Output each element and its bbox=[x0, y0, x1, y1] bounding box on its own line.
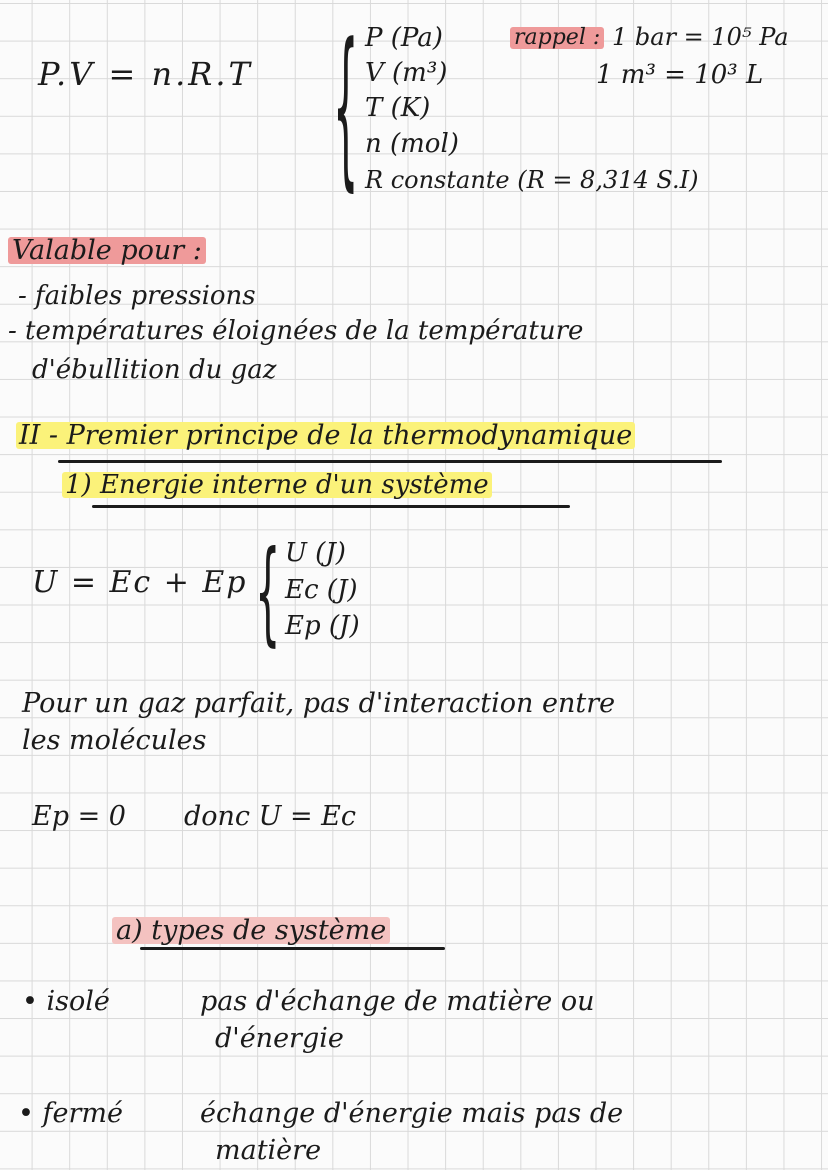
var-moles: n (mol) bbox=[365, 129, 459, 159]
subsection-title-internal-energy: 1) Energie interne d'un système bbox=[62, 472, 492, 498]
var-gas-constant: R constante (R = 8,314 S.I) bbox=[365, 166, 699, 194]
internal-energy-brace: { bbox=[255, 529, 281, 659]
system-type-isolated-desc-1: pas d'échange de matière ou bbox=[200, 986, 595, 1017]
validity-title: Valable pour : bbox=[8, 237, 206, 264]
system-type-isolated-term: • isolé bbox=[22, 986, 110, 1017]
reminder-cubic-meter-liter: 1 m³ = 10³ L bbox=[596, 60, 764, 90]
unit-internal-energy: U (J) bbox=[285, 538, 346, 568]
system-types-title: a) types de système bbox=[112, 917, 390, 944]
system-type-closed-desc-2: matière bbox=[215, 1135, 322, 1166]
system-type-closed-term: • fermé bbox=[18, 1098, 123, 1129]
subsection-title-underline bbox=[92, 505, 570, 508]
perfect-gas-line-2: les molécules bbox=[22, 725, 207, 756]
validity-item-boiling: d'ébullition du gaz bbox=[32, 355, 277, 385]
reminder-label: rappel : bbox=[510, 27, 604, 49]
ideal-gas-brace: { bbox=[333, 11, 359, 209]
unit-kinetic-energy: Ec (J) bbox=[285, 575, 358, 605]
reminder-bar-pascal: 1 bar = 10⁵ Pa bbox=[612, 23, 789, 51]
var-pressure: P (Pa) bbox=[365, 23, 443, 53]
ideal-gas-equation: P.V = n.R.T bbox=[38, 55, 253, 93]
system-type-isolated-desc-2: d'énergie bbox=[215, 1023, 344, 1054]
validity-item-temperature: - températures éloignées de la température bbox=[8, 316, 584, 346]
system-types-title-underline bbox=[140, 947, 445, 950]
section-title: II - Premier principe de la thermodynamique bbox=[16, 422, 635, 449]
potential-energy-zero: Ep = 0 bbox=[32, 801, 126, 832]
perfect-gas-conclusion: donc U = Ec bbox=[184, 801, 357, 832]
var-volume: V (m³) bbox=[365, 58, 448, 88]
unit-potential-energy: Ep (J) bbox=[285, 611, 360, 641]
perfect-gas-line-1: Pour un gaz parfait, pas d'interaction entre bbox=[22, 688, 616, 719]
var-temperature: T (K) bbox=[365, 93, 431, 123]
validity-item-low-pressure: - faibles pressions bbox=[18, 281, 256, 311]
internal-energy-equation: U = Ec + Ep bbox=[32, 565, 248, 600]
system-type-closed-desc-1: échange d'énergie mais pas de bbox=[200, 1098, 624, 1129]
section-title-underline bbox=[58, 460, 722, 463]
